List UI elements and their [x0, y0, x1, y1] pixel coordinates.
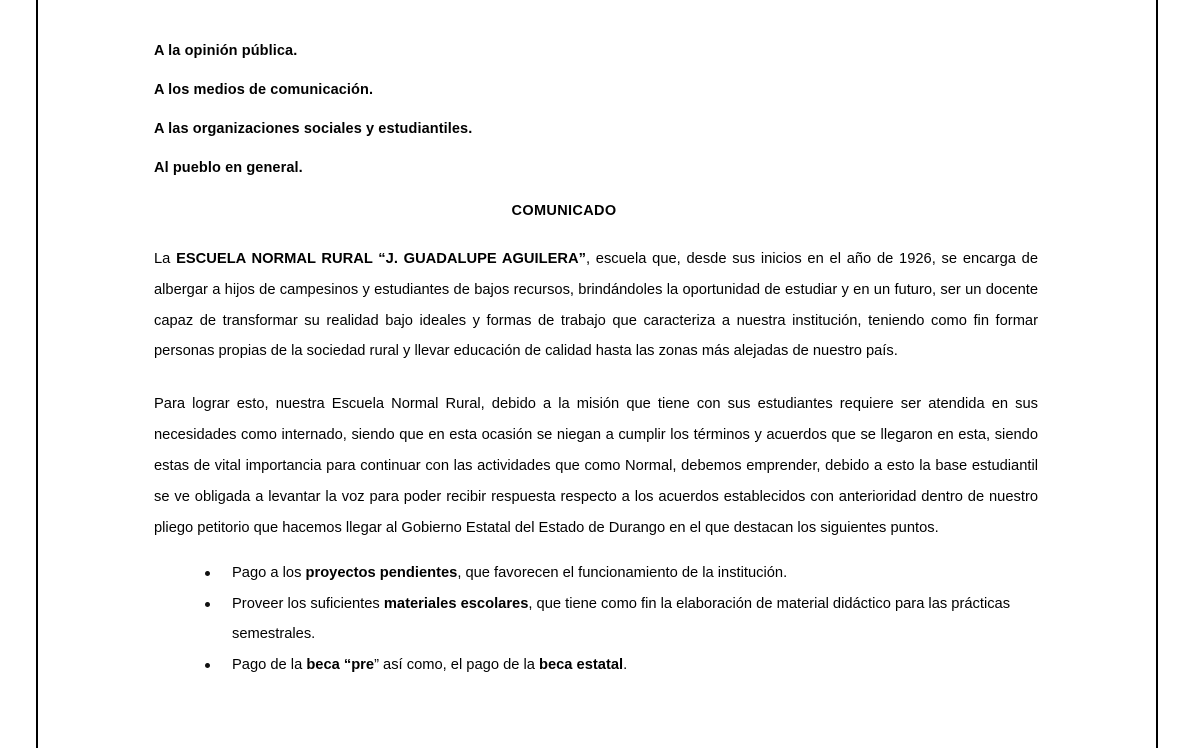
document-heading: COMUNICADO [511, 202, 617, 219]
scanned-page-sheet [36, 0, 1158, 748]
salutation-line-2: A los medios de comunicación. [154, 81, 374, 98]
petition-3-lead: Pago de la [232, 657, 307, 674]
paragraph-1-rest: , escuela que, desde sus inicios en el año de 1926, se encarga de albergar a hijos de campesinos y estudiantes de bajos recursos, brindándoles la oportunidad de estudiar y en un futuro, ser un docente capaz de transformar su realidad bajo ideales y formas de trabajo que caracteriza a nuestra institución, teniendo como fin formar personas propias de la sociedad rural y llevar educación de calidad hasta las zonas más alejadas de nuestro país. [154, 250, 1038, 360]
document-text-column [154, 44, 1038, 681]
bullet-point-icon [205, 602, 210, 607]
list-item [154, 589, 1038, 651]
petition-points-list [154, 558, 1038, 682]
bullet-point-icon [205, 663, 210, 668]
petition-1-bold: proyectos pendientes [305, 564, 458, 581]
petition-3-bold-2: beca estatal [539, 657, 624, 674]
petition-2-bold: materiales escolares [383, 595, 529, 612]
petition-1-lead: Pago a los [232, 564, 306, 581]
petition-3-rest: . [623, 657, 628, 674]
petition-2-rest: , que tiene como fin la elaboración de material didáctico para las prácticas semestrales. [232, 595, 1011, 643]
salutation-line-4: Al pueblo en general. [154, 159, 303, 176]
list-item [154, 650, 1038, 681]
salutation-line-3: A las organizaciones sociales y estudiantiles. [154, 120, 473, 137]
paragraph-1-lead: La [154, 250, 177, 267]
paragraph-institution-history [154, 244, 1038, 368]
petition-1-rest: , que favorecen el funcionamiento de la institución. [457, 564, 788, 581]
list-item [154, 558, 1038, 589]
petition-3-mid: ” así como, el pago de la [374, 657, 539, 674]
school-name-bold: ESCUELA NORMAL RURAL “J. GUADALUPE AGUILERA” [176, 250, 586, 267]
bullet-point-icon [205, 571, 210, 576]
petition-2-lead: Proveer los suficientes [232, 595, 384, 612]
salutation-line-1: A la opinión pública. [154, 43, 298, 59]
paragraph-demands-context: Para lograr esto, nuestra Escuela Normal Rural, debido a la misión que tiene con sus estudiantes requiere ser atendida en sus necesidades como internado, siendo que en esta ocasión se niegan a cumplir los términos y acuerdos que se llegaron en esta, siendo estas de vital importancia para continuar con las actividades que como Normal, debemos emprender, debido a esto la base estudiantil se ve obligada a levantar la voz para poder recibir respuesta respecto a los acuerdos establecidos con anterioridad dentro de nuestro pliego petitorio que hacemos llegar al Gobierno Estatal del Estado de Durango en el que destacan los siguientes puntos. [154, 396, 1038, 536]
petition-3-bold: beca “pre [306, 657, 375, 674]
